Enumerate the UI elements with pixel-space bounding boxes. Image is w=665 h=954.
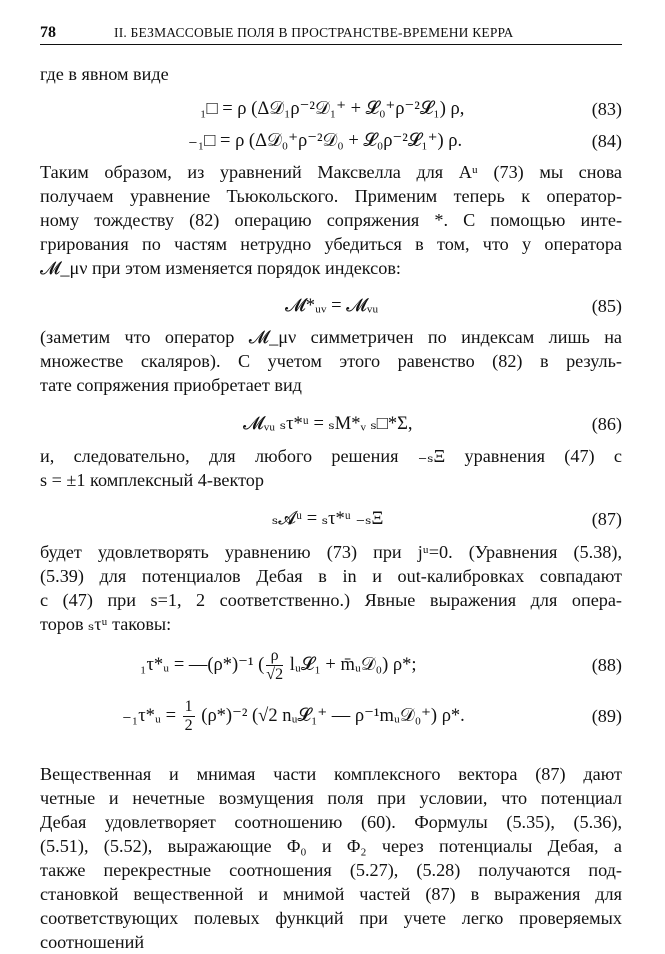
equation-84: ₋₁□ = ρ (Δ𝒟₀⁺ρ⁻²𝒟₀ + 𝓛₀ρ⁻²𝓛₁⁺) ρ.: [188, 131, 463, 151]
equation-number: (84): [591, 131, 622, 151]
equation-number: (85): [591, 296, 622, 316]
text-line: где в явном виде: [40, 64, 169, 84]
fraction: $\frac{1}{2}$: [184, 698, 193, 735]
text-line: будет удовлетворять уравнению (73) при jᵘ=0. (Уравнения (5.38),: [40, 542, 622, 562]
equation-number: (83): [591, 99, 622, 119]
text-line: s = ±1 комплексный 4-вектор: [40, 470, 264, 490]
text-line: становкой вещественной и мнимой частей (87) в выражения для: [40, 884, 622, 904]
text-line: также перекрестные соотношения (5.27), (5.28) получаются под-: [40, 860, 622, 880]
text-line: множестве скаляров). С учетом этого равенство (82) в резуль-: [40, 351, 622, 371]
equation-number: (89): [591, 706, 622, 726]
text-line: торов ₛτᵘ таковы:: [40, 614, 172, 634]
text-line: и, следовательно, для любого решения ₋ₛΞ уравнения (47) с: [40, 446, 622, 466]
text-line: тате сопряжения приобретает вид: [40, 375, 302, 395]
page-number: 78: [40, 24, 56, 41]
running-title: II. БЕЗМАССОВЫЕ ПОЛЯ В ПРОСТРАНСТВЕ-ВРЕМЕНИ КЕРРА: [114, 25, 514, 40]
fraction: $\frac{\rho}{√2}$: [266, 647, 284, 684]
text-line: Вещественная и мнимая части комплексного вектора (87) дают: [40, 764, 622, 784]
equation-89: ₋₁τ*ᵤ = $\frac{1}{2}$ (ρ*)⁻² (√2 nᵤ𝓛₁⁺ — ρ⁻¹mᵤ𝒟₀⁺) ρ*.: [122, 698, 465, 735]
text-line: получаем уравнение Тьюкольского. Применим теперь к оператор-: [40, 186, 622, 206]
text-line: (5.51), (5.52), выражающие Φ₀ и Φ₂ через потенциалы Дебая, а: [40, 836, 622, 856]
equation-88: ₁τ*ᵤ = —(ρ*)⁻¹ ( $\frac{\rho}{√2}$ lᵤ𝓛₁ + m̄ᵤ𝒟₀) ρ*;: [140, 647, 417, 684]
text-line: 𝓜_μν при этом изменяется порядок индексов:: [40, 258, 401, 278]
text-line: четные и нечетные возмущения поля при условии, что потенциал: [40, 788, 622, 808]
text-line: с (47) при s=1, 2 соответственно.) Явные выражения для опера-: [40, 590, 622, 610]
equation-86: 𝓜ᵥᵤ ₛτ*ᵘ = ₛM*ᵥ ₛ□*Σ,: [243, 414, 413, 434]
text-line: соответствующих полевых функций при учете легко проверяемых: [40, 908, 622, 928]
equation-85: 𝓜*ᵤᵥ = 𝓜ᵥᵤ: [285, 296, 379, 316]
text-line: Таким образом, из уравнений Максвелла для Aᵘ (73) мы снова: [40, 162, 622, 182]
text-line: (5.39) для потенциалов Дебая в in и out-калибровках совпадают: [40, 566, 622, 586]
text-line: грирования по частям нетрудно убедиться в том, что у оператора: [40, 234, 622, 254]
text-line: Дебая удовлетворяет соотношению (60). Формулы (5.35), (5.36),: [40, 812, 622, 832]
page-header: [40, 22, 622, 45]
text-line: ному тождеству (82) операцию сопряжения *. С помощью инте-: [40, 210, 622, 230]
text-line: (заметим что оператор 𝓜_μν симметричен по индексам лишь на: [40, 327, 622, 347]
equation-87: ₛ𝓐ᵘ = ₛτ*ᵘ ₋ₛΞ: [272, 509, 384, 529]
equation-number: (88): [591, 655, 622, 675]
equation-number: (86): [591, 414, 622, 434]
equation-number: (87): [591, 509, 622, 529]
equation-83: ₁□ = ρ (Δ𝒟₁ρ⁻²𝒟₁⁺ + 𝓛₀⁺ρ⁻²𝓛₁) ρ,: [200, 99, 465, 119]
text-line: соотношений: [40, 932, 145, 952]
